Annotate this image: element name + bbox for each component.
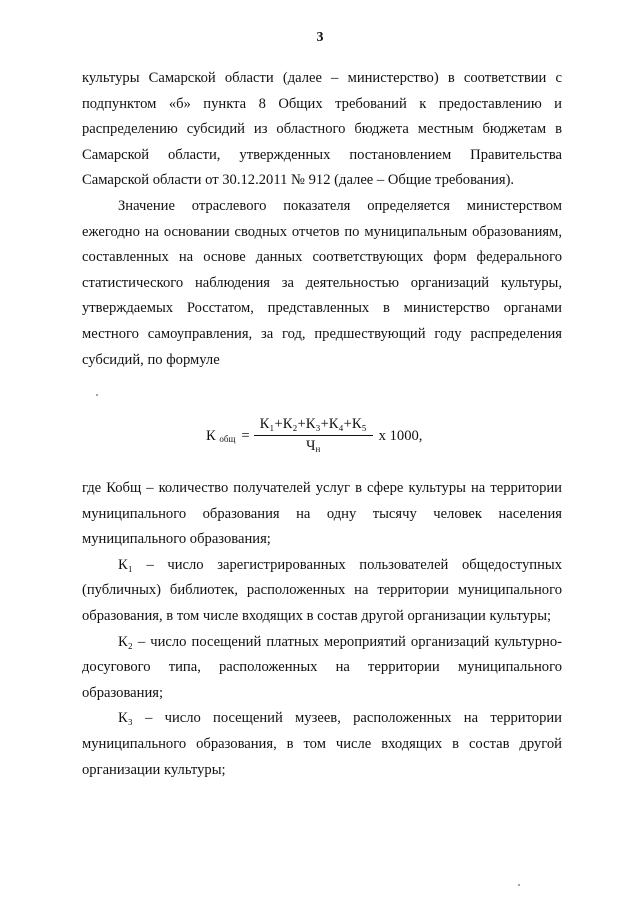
formula-denominator-subscript: н (315, 443, 321, 454)
formula-lhs-subscript: общ (219, 433, 236, 444)
paragraph-indicator-definition: Значение отраслевого показателя определяется министерством ежегодно на основании сводных отчетов по муниципальным образованиям, составленных на основе данных соответствующих форм федерального статистического наблюдения за деятельностью организаций культуры, утверждаемых Росстатом, представленных в министерство органами местного самоуправления, за год, предшествующий году распределения субсидий, по формуле (82, 197, 562, 368)
page-number: 3 (316, 30, 324, 45)
scan-speck (518, 884, 520, 886)
formula-lhs (206, 428, 235, 445)
formula-equals: = (241, 427, 250, 444)
paragraph-where-kobsh: где Кобщ – количество получателей услуг в сфере культуры на территории муниципального образования на одну тысячу человек населения муниципального образования; (82, 480, 562, 548)
formula-lhs-main: К (206, 427, 216, 444)
text-block-bottom (82, 476, 562, 783)
paragraph-continuation: культуры Самарской области (далее – министерство) в соответствии с подпунктом «б» пункта 8 Общих требований к предоставлению и распределению субсидий из областного бюджета местным бюджетам в Самарской области, утвержденных постановлением Правительства Самарской области от 30.12.2011 № 912 (далее – Общие требования). (82, 70, 562, 189)
formula (206, 411, 422, 461)
formula-denominator (306, 436, 320, 458)
formula-numerator: К₁+К₂+К₃+К₄+К₅ (254, 415, 373, 436)
paragraph-k2: К₂ – число посещений платных мероприятий организаций культурно-досугового типа, расположенных на территории муниципального образования; (82, 633, 562, 701)
formula-multiplier: х 1000, (378, 427, 423, 444)
formula-denominator-main: Ч (305, 437, 316, 454)
text-block-top (82, 66, 562, 373)
paragraph-k3: К₃ – число посещений музеев, расположенных на территории муниципального образования, в том числе входящих в состав другой организации культуры; (82, 710, 562, 778)
formula-fraction (254, 415, 373, 458)
paragraph-k1: К₁ – число зарегистрированных пользователей общедоступных (публичных) библиотек, расположенных на территории муниципального образования, в том числе входящих в состав другой организации культуры; (82, 556, 562, 624)
scan-speck (96, 394, 98, 396)
